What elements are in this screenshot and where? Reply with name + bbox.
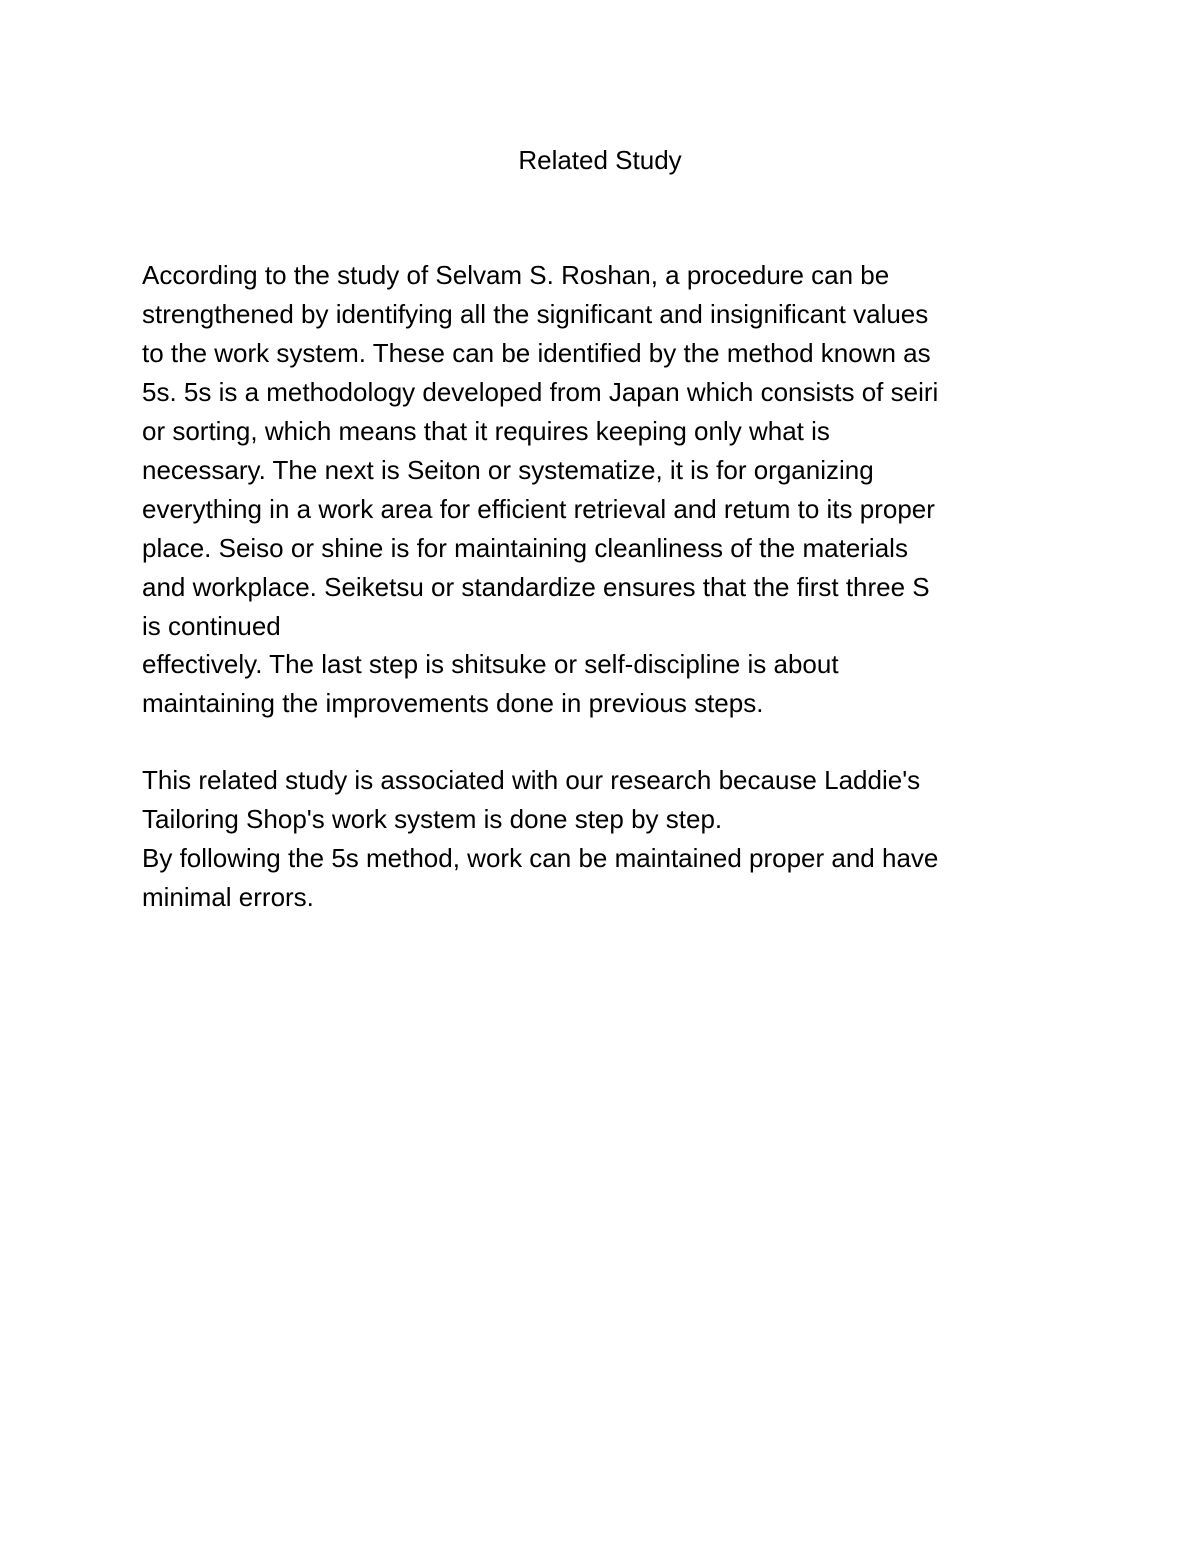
paragraph-2-line-2: Tailoring Shop's work system is done step by step. — [142, 804, 723, 834]
paragraph-1-line-5: or sorting, which means that it requires keeping only what is — [142, 416, 830, 446]
paragraph-1-line-10: is continued — [142, 611, 281, 641]
paragraph-2-line-1: This related study is associated with our research because Laddie's — [142, 765, 921, 795]
paragraph-2-line-3: By following the 5s method, work can be maintained proper and have — [142, 843, 939, 873]
paragraph-1-line-1: According to the study of Selvam S. Roshan, a procedure can be — [142, 260, 890, 290]
paragraph-1-line-2: strengthened by identifying all the significant and insignificant values — [142, 299, 929, 329]
paragraph-2-line-4: minimal errors. — [142, 882, 314, 912]
page-title: Related Study — [518, 145, 682, 175]
paragraph-1-line-4: 5s. 5s is a methodology developed from Japan which consists of seiri — [142, 377, 939, 407]
paragraph-1-line-8: place. Seiso or shine is for maintaining cleanliness of the materials — [142, 533, 908, 563]
paragraph-1-line-9: and workplace. Seiketsu or standardize ensures that the first three S — [142, 572, 930, 602]
paragraph-1-line-7: everything in a work area for efficient retrieval and retum to its proper — [142, 494, 935, 524]
paragraph-1-line-3: to the work system. These can be identified by the method known as — [142, 338, 931, 368]
paragraph-1-line-6: necessary. The next is Seiton or systematize, it is for organizing — [142, 455, 874, 485]
paragraph-1-line-11: effectively. The last step is shitsuke or self-discipline is about — [142, 649, 839, 679]
paragraph-1-line-12: maintaining the improvements done in previous steps. — [142, 688, 764, 718]
